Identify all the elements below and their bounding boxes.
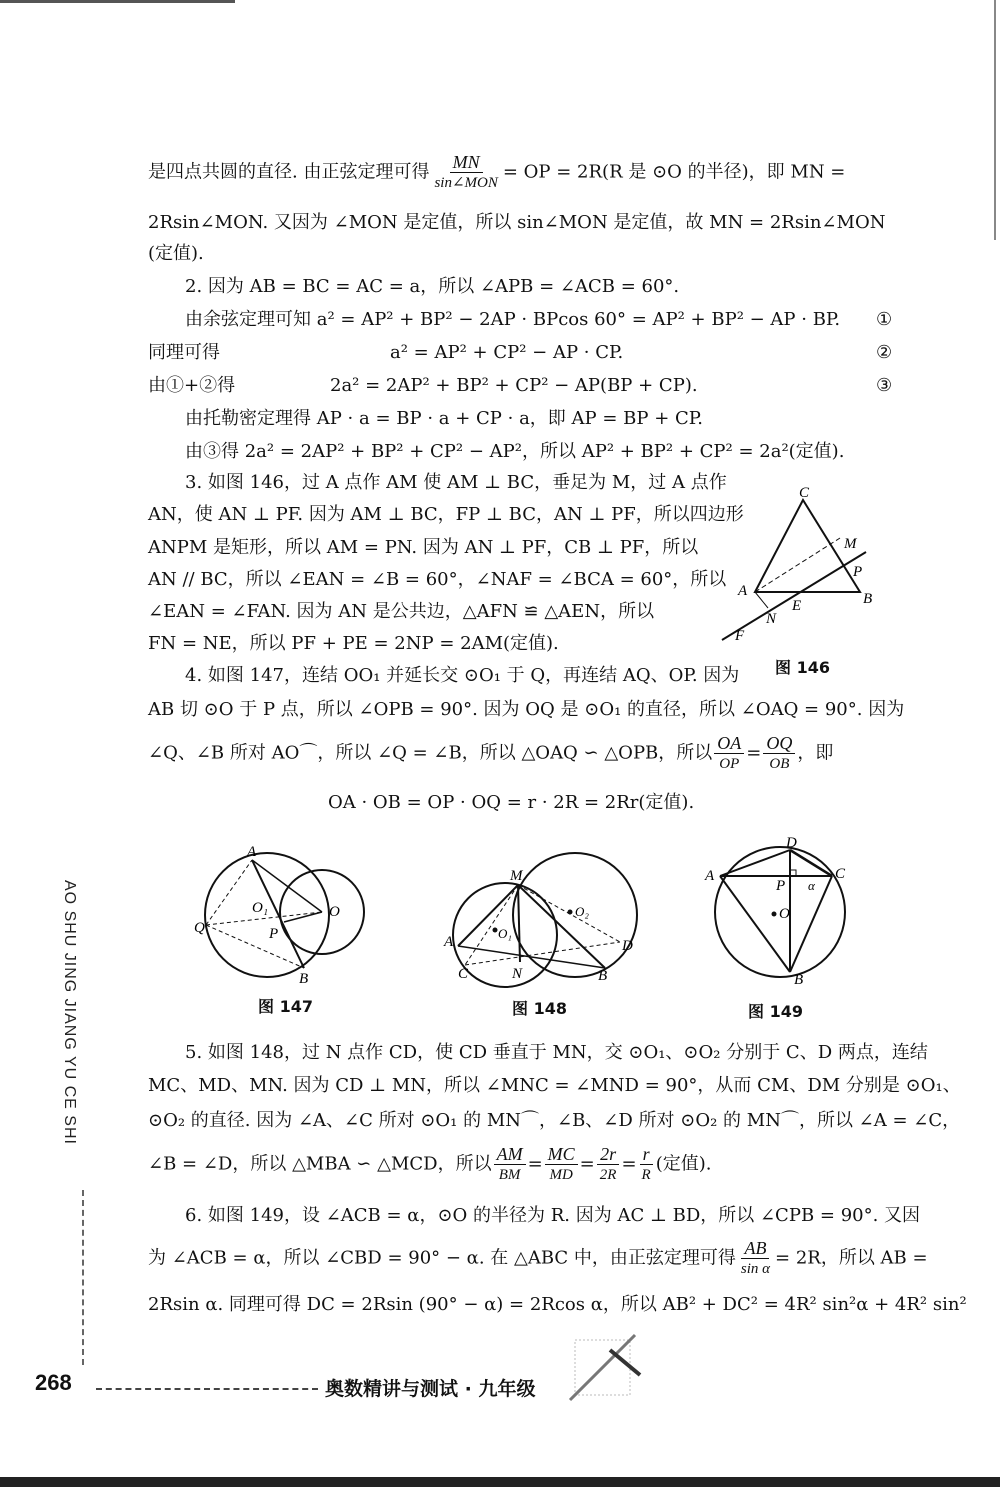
label-o1: O₁	[498, 926, 512, 941]
line-an	[755, 592, 768, 608]
line-6: a² = AP² + CP² − AP · CP.	[390, 342, 624, 363]
text: 是四点共圆的直径. 由正弦定理可得	[148, 161, 430, 183]
label-a: A	[705, 868, 715, 884]
line-3: (定值).	[148, 243, 204, 264]
line-23: ∠B = ∠D，所以 △MBA ∽ △MCD，所以 $\frac{AM}{BM}$ = $\frac{MC}{MD}$ = $\frac{2r}{2R}$ = $\frac{r}{R}$ (定值).	[148, 1144, 712, 1183]
label-e: E	[792, 598, 802, 614]
fraction-mn-sin	[431, 152, 500, 193]
label-a: A	[738, 583, 748, 599]
fraction-ab-sin	[738, 1238, 773, 1279]
label-n: N	[766, 611, 777, 627]
bottom-edge	[0, 1477, 1000, 1487]
label-a: A	[247, 844, 257, 860]
line-14: ∠EAN = ∠FAN. 因为 AN 是公共边，△AFN ≌ △AEN，所以	[148, 601, 655, 622]
numerator: MC	[545, 1144, 578, 1165]
text: ，即	[797, 742, 834, 764]
eq-number-1: ①	[876, 309, 893, 330]
label-a: A	[444, 934, 454, 950]
fraction-am-bm	[494, 1144, 526, 1185]
numerator: AB	[741, 1238, 769, 1259]
eq-number-2: ②	[876, 342, 893, 363]
label-b: B	[299, 971, 309, 987]
denominator: OB	[769, 756, 790, 772]
line-8: 由托勒密定理得 AP · a = BP · a + CP · a，即 AP = BP + CP.	[185, 408, 703, 429]
text: ∠B = ∠D，所以 △MBA ∽ △MCD，所以	[148, 1153, 492, 1175]
point-o2	[568, 910, 573, 915]
line-10: 3. 如图 146，过 A 点作 AM 使 AM ⊥ BC，垂足为 M，过 A 点作	[185, 472, 727, 493]
denominator: 2R	[599, 1167, 617, 1183]
line-16: 4. 如图 147，连结 OO₁ 并延长交 ⊙O₁ 于 Q，再连结 AQ、OP. 因为	[185, 665, 740, 686]
label-b: B	[598, 968, 608, 984]
denominator: BM	[498, 1167, 521, 1183]
label-m: M	[510, 868, 523, 884]
label-c: C	[835, 866, 846, 882]
label-b: B	[794, 972, 804, 987]
page-number: 268	[35, 1370, 72, 1395]
right-edge-rule	[994, 0, 996, 240]
top-rule	[0, 0, 235, 3]
figure-147-caption: 图 147	[258, 997, 313, 1016]
line-ad	[720, 850, 790, 876]
line-9: 由③得 2a² = 2AP² + BP² + CP² − AP²，所以 AP² + BP² + CP² = 2a²(定值).	[185, 441, 845, 462]
footer-dash	[96, 1388, 318, 1390]
label-c: C	[458, 966, 469, 982]
line-am	[755, 538, 840, 592]
text: ∠Q、∠B 所对 AO⌒，所以 ∠Q = ∠B，所以 △OAQ ∽ △OPB，所以	[148, 742, 713, 764]
numerator: 2r	[597, 1144, 619, 1165]
equals: =	[746, 742, 762, 764]
line-op	[284, 912, 322, 922]
sidebar-text: AO SHU JING JIANG YU CE SHI	[61, 880, 78, 1145]
line-5: 由余弦定理可知 a² = AP² + BP² − 2AP · BPcos 60° = AP² + BP² − AP · BP.	[185, 309, 841, 330]
label-o2: O₂	[575, 904, 589, 919]
line-26: 2Rsin α. 同理可得 DC = 2Rsin (90° − α) = 2Rcos α，所以 AB² + DC² = 4R² sin²α + 4R² sin²	[148, 1294, 967, 1315]
eq-number-3: ③	[876, 375, 893, 396]
ruler-decoration	[565, 1330, 645, 1410]
label-f: F	[735, 628, 745, 644]
numerator: r	[640, 1144, 653, 1165]
numerator: AM	[494, 1144, 526, 1165]
line-13: AN // BC，所以 ∠EAN = ∠B = 60°，∠NAF = ∠BCA = 60°，所以	[148, 569, 727, 590]
line-4: 2. 因为 AB = BC = AC = a，所以 ∠APB = ∠ACB = 60°.	[185, 276, 680, 297]
label-p: P	[853, 564, 863, 580]
line-qa	[206, 860, 252, 925]
figure-147	[192, 840, 372, 990]
line-mc	[465, 885, 518, 965]
label-d: D	[622, 938, 633, 954]
figure-148	[440, 850, 640, 990]
fraction-oa-op	[714, 733, 744, 774]
line-6-label: 同理可得	[148, 342, 220, 363]
line-17: AB 切 ⊙O 于 P 点，所以 ∠OPB = 90°. 因为 OQ 是 ⊙O₁ 的直径，所以 ∠OAQ = 90°. 因为	[148, 699, 905, 720]
line-20: 5. 如图 148，过 N 点作 CD，使 CD 垂直于 MN，交 ⊙O₁、⊙O₂ 分别于 C、D 两点，连结	[185, 1042, 928, 1063]
denominator: sin α	[740, 1261, 771, 1277]
label-q: Q	[194, 920, 205, 936]
denominator: sin∠MON	[434, 175, 498, 191]
ruler	[570, 1335, 635, 1400]
line-cd	[465, 942, 620, 965]
numerator: OQ	[763, 733, 795, 754]
label-o: O	[329, 904, 340, 920]
label-n: N	[512, 966, 523, 982]
label-p: P	[269, 926, 279, 942]
figure-149-caption: 图 149	[748, 1002, 803, 1021]
label-d: D	[786, 835, 797, 851]
figure-148-caption: 图 148	[512, 999, 567, 1018]
line-18	[148, 733, 833, 774]
denominator: R	[641, 1167, 651, 1183]
line-qb	[206, 925, 304, 968]
line-21: MC、MD、MN. 因为 CD ⊥ MN，所以 ∠MNC = ∠MND = 90°，从而 CM、DM 分别是 ⊙O₁、	[148, 1075, 961, 1096]
line-22: ⊙O₂ 的直径. 因为 ∠A、∠C 所对 ⊙O₁ 的 MN⌒，∠B、∠D 所对 ⊙O₂ 的 MN⌒，所以 ∠A = ∠C，	[148, 1110, 961, 1131]
fraction-oq-ob	[763, 733, 795, 774]
label-o: O	[779, 906, 790, 922]
line-mn	[518, 885, 520, 962]
numerator: OA	[714, 733, 744, 754]
line-24: 6. 如图 149，设 ∠ACB = α，⊙O 的半径为 R. 因为 AC ⊥ BD，所以 ∠CPB = 90°. 又因	[185, 1205, 921, 1226]
fraction-mc-md	[545, 1144, 578, 1185]
denominator: OP	[719, 756, 740, 772]
point-o	[772, 912, 777, 917]
fraction-2r-2R	[597, 1144, 620, 1185]
line-11: AN，使 AN ⊥ PF. 因为 AM ⊥ BC，FP ⊥ BC，AN ⊥ PF，所以四边形	[148, 504, 744, 525]
footer-title: 奥数精讲与测试 · 九年级	[325, 1378, 536, 1400]
fraction-r-R	[639, 1144, 654, 1185]
text: = 2R，所以 AB =	[775, 1247, 928, 1269]
line-15: FN = NE，所以 PF + PE = 2NP = 2AM(定值).	[148, 633, 559, 654]
figure-149	[700, 832, 850, 987]
line-ab	[458, 946, 605, 968]
line-25	[148, 1238, 928, 1279]
line-19: OA · OB = OP · OQ = r · 2R = 2Rr(定值).	[328, 792, 695, 813]
sidebar-title	[60, 880, 90, 1180]
label-o1: O₁	[252, 900, 269, 916]
label-b: B	[863, 591, 873, 607]
hammer-head	[610, 1350, 640, 1375]
figure-146-caption: 图 146	[775, 658, 830, 677]
text: = OP = 2R(R 是 ⊙O 的半径)，即 MN =	[502, 161, 846, 183]
denominator: MD	[549, 1167, 573, 1183]
text: 为 ∠ACB = α，所以 ∠CBD = 90° − α. 在 △ABC 中，由正弦定理可得	[148, 1247, 736, 1269]
numerator: MN	[450, 152, 483, 173]
label-m: M	[844, 536, 857, 552]
line-1	[148, 152, 892, 193]
label-alpha: α	[808, 878, 815, 893]
line-2: 2Rsin∠MON. 又因为 ∠MON 是定值，所以 sin∠MON 是定值，故 MN = 2Rsin∠MON	[148, 212, 886, 233]
line-7-label: 由①+②得	[148, 375, 236, 396]
figure-146	[710, 480, 880, 650]
label-c: C	[799, 485, 810, 501]
line-12: ANPM 是矩形，所以 AM = PN. 因为 AN ⊥ PF，CB ⊥ PF，所以	[148, 537, 699, 558]
text: (定值).	[655, 1153, 712, 1175]
point-o1	[493, 928, 498, 933]
line-7: 2a² = 2AP² + BP² + CP² − AP(BP + CP).	[330, 375, 698, 396]
sidebar-dash	[82, 1190, 84, 1365]
label-p: P	[776, 878, 786, 894]
